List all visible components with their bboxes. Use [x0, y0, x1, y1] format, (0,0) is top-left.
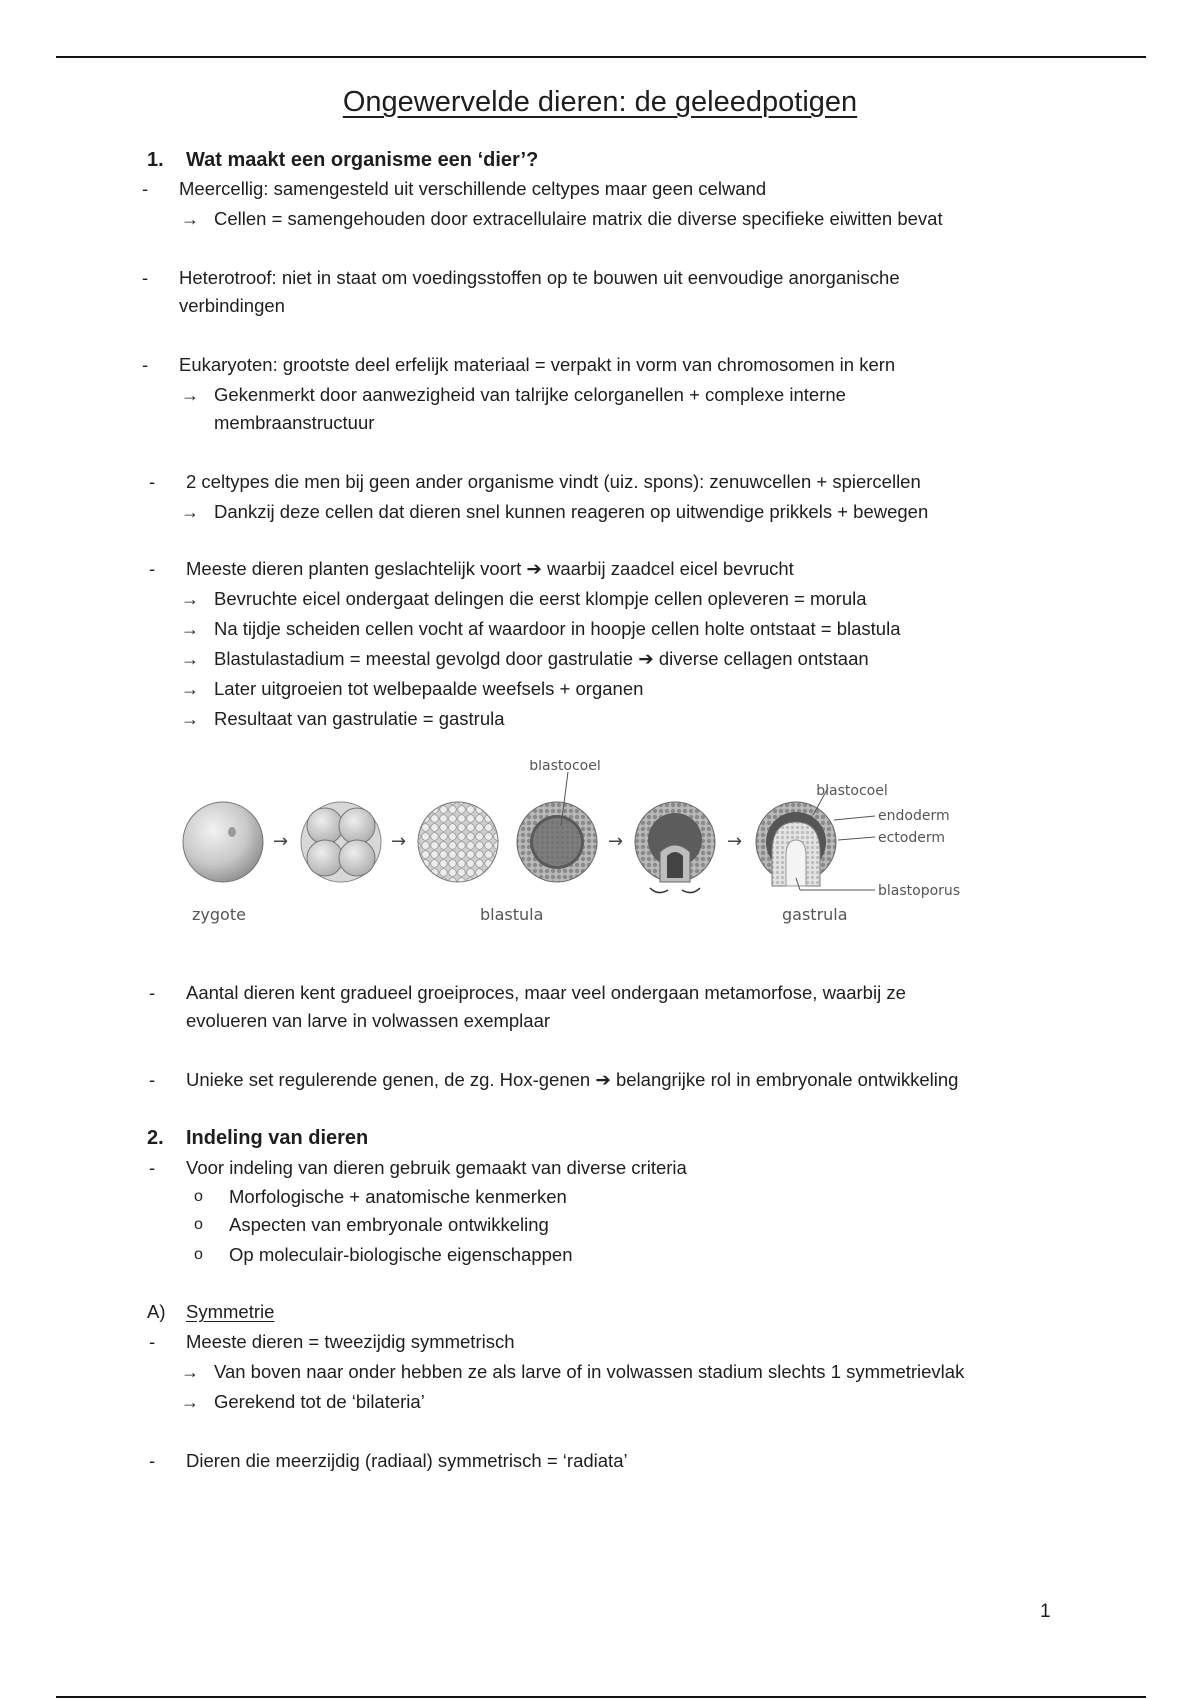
section-1-number: 1. [147, 149, 164, 171]
bullet-dash: - [149, 1450, 156, 1471]
bullet-dash: - [142, 267, 149, 288]
bullet-celtypes: 2 celtypes die men bij geen ander organisme vindt (uiz. spons): zenuwcellen + spiercellen [186, 471, 921, 492]
section-2-heading: Indeling van dieren [186, 1127, 369, 1149]
blastula-label: blastula [480, 905, 544, 924]
bullet-dash: - [149, 1331, 156, 1352]
gastrulation-drawing [635, 802, 715, 893]
bullet-dash: - [149, 471, 156, 492]
bullet-dash: - [149, 558, 156, 579]
embryo-development-figure [160, 760, 980, 940]
bullet-heterotroof-cont: verbindingen [179, 295, 285, 316]
circle-bullet-icon: o [194, 1188, 203, 1205]
arrow-icon: → [181, 679, 199, 699]
arrow-icon: → [181, 649, 199, 669]
sub-bullet-bilateria: Gerekend tot de ‘bilateria’ [214, 1391, 425, 1412]
gastrula-label: gastrula [782, 905, 848, 924]
arrow-icon: → [608, 831, 624, 852]
criteria-item-moleculair: Op moleculair-biologische eigenschappen [229, 1244, 573, 1265]
bullet-tweezijdig: Meeste dieren = tweezijdig symmetrisch [186, 1331, 515, 1352]
bullet-dash: - [142, 354, 149, 375]
section-1-heading: Wat maakt een organisme een ‘dier’? [186, 149, 539, 171]
arrow-icon: → [181, 1392, 199, 1412]
blastocoel-label-2: blastocoel [816, 783, 888, 799]
bottom-rule [56, 1696, 1146, 1698]
arrow-icon: → [181, 1362, 199, 1382]
bullet-dash: - [149, 982, 156, 1003]
arrow-icon: → [181, 619, 199, 639]
page-title: Ongewervelde dieren: de geleedpotigen [342, 86, 858, 118]
bullet-dash: - [149, 1157, 156, 1178]
bullet-hox-genen: Unieke set regulerende genen, de zg. Hox-genen ➔ belangrijke rol in embryonale ontwikkeling [186, 1069, 959, 1090]
subsection-a-title: Symmetrie [186, 1301, 275, 1322]
sub-bullet-gekenmerkt: Gekenmerkt door aanwezigheid van talrijke celorganellen + complexe interne [214, 384, 846, 405]
blastula-drawing [517, 772, 597, 882]
blastocoel-label-1: blastocoel [529, 760, 601, 774]
bullet-radiata: Dieren die meerzijdig (radiaal) symmetrisch = ‘radiata’ [186, 1450, 628, 1471]
bullet-criteria: Voor indeling van dieren gebruik gemaakt van diverse criteria [186, 1157, 687, 1178]
arrow-icon: → [273, 831, 289, 852]
arrow-icon: → [727, 831, 743, 852]
criteria-item-embryonaal: Aspecten van embryonale ontwikkeling [229, 1214, 549, 1235]
sub-bullet-morula: Bevruchte eicel ondergaat delingen die eerst klompje cellen opleveren = morula [214, 588, 867, 609]
circle-bullet-icon: o [194, 1216, 203, 1233]
sub-bullet-dankzij: Dankzij deze cellen dat dieren snel kunnen reageren op uitwendige prikkels + bewegen [214, 501, 929, 522]
arrow-icon: → [181, 502, 199, 522]
bullet-metamorfose-cont: evolueren van larve in volwassen exemplaar [186, 1010, 551, 1031]
arrow-icon: → [181, 589, 199, 609]
bullet-dash: - [142, 178, 149, 199]
sub-bullet-gastrula: Resultaat van gastrulatie = gastrula [214, 708, 505, 729]
bullet-eukaryoten: Eukaryoten: grootste deel erfelijk materiaal = verpakt in vorm van chromosomen in kern [179, 354, 896, 375]
sub-bullet-gekenmerkt-cont: membraanstructuur [214, 412, 375, 433]
arrow-icon: → [181, 385, 199, 405]
endoderm-label: endoderm [878, 808, 950, 824]
bullet-dash: - [149, 1069, 156, 1090]
sub-bullet-weefsels: Later uitgroeien tot welbepaalde weefsels + organen [214, 678, 644, 699]
blastoporus-label: blastoporus [878, 883, 961, 899]
subsection-a-label: A) [147, 1301, 166, 1322]
bullet-heterotroof: Heterotroof: niet in staat om voedingsstoffen op te bouwen uit eenvoudige anorganische [179, 267, 900, 288]
criteria-item-morfologisch: Morfologische + anatomische kenmerken [229, 1186, 567, 1207]
bullet-meercellig: Meercellig: samengesteld uit verschillende celtypes maar geen celwand [179, 178, 767, 199]
arrow-icon: → [181, 709, 199, 729]
morula-drawing [418, 802, 498, 882]
sub-bullet-symmetrievlak: Van boven naar onder hebben ze als larve of in volwassen stadium slechts 1 symmetrievlak [214, 1361, 965, 1382]
gastrula-drawing [756, 788, 875, 890]
zygote-label: zygote [192, 905, 246, 924]
sub-bullet-blastulastadium: Blastulastadium = meestal gevolgd door gastrulatie ➔ diverse cellagen ontstaan [214, 648, 869, 669]
bullet-metamorfose: Aantal dieren kent gradueel groeiproces, maar veel ondergaan metamorfose, waarbij ze [186, 982, 906, 1003]
page-number: 1 [1040, 1601, 1051, 1622]
top-rule [56, 56, 1146, 58]
ectoderm-label: ectoderm [878, 830, 946, 846]
zygote-drawing [183, 802, 263, 882]
circle-bullet-icon: o [194, 1246, 203, 1263]
four-cell-stage-drawing [301, 802, 381, 882]
sub-bullet-cellen: Cellen = samengehouden door extracellulaire matrix die diverse specifieke eiwitten bevat [214, 208, 943, 229]
bullet-voortplanting: Meeste dieren planten geslachtelijk voort ➔ waarbij zaadcel eicel bevrucht [186, 558, 794, 579]
section-2-number: 2. [147, 1127, 164, 1149]
arrow-icon: → [391, 831, 407, 852]
arrow-icon: → [181, 209, 199, 229]
sub-bullet-blastula: Na tijdje scheiden cellen vocht af waardoor in hoopje cellen holte ontstaat = blastula [214, 618, 901, 639]
